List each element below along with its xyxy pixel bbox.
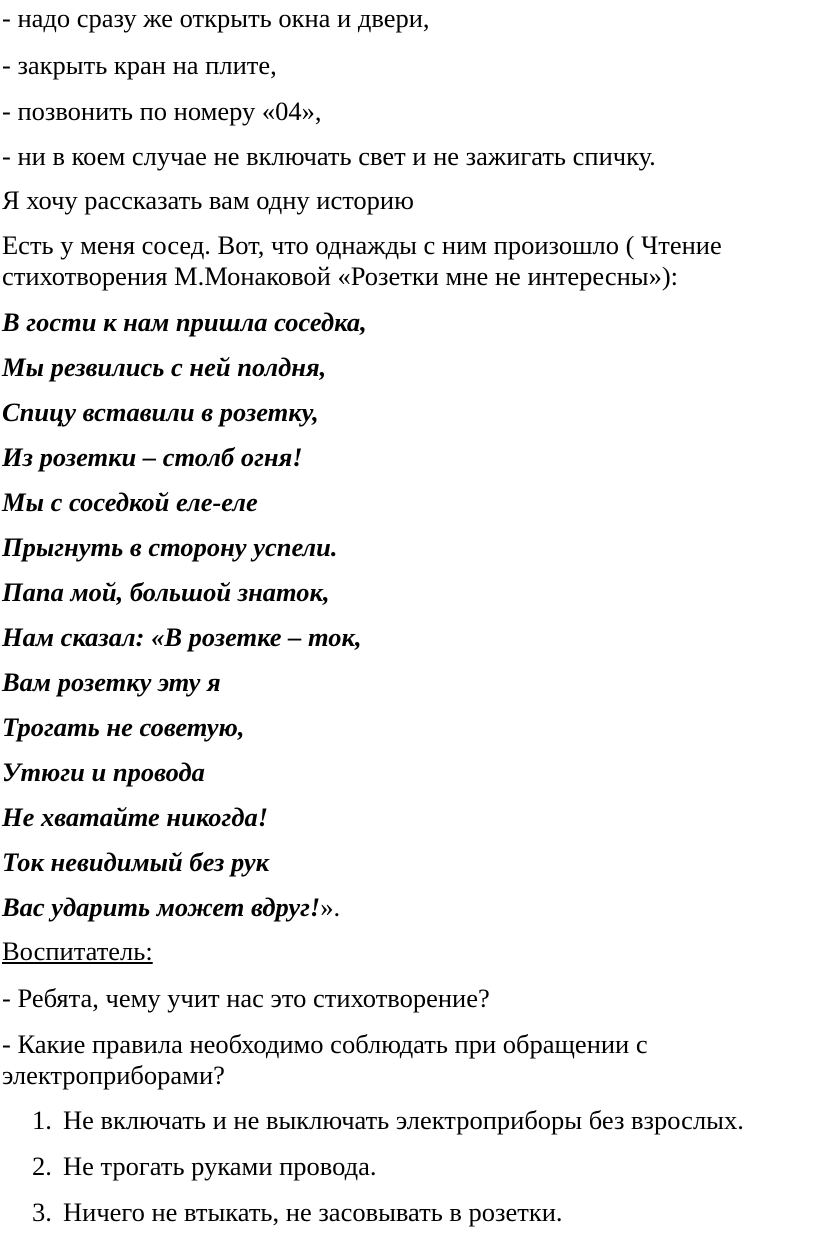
poem-last-text: Вас ударить может вдруг! bbox=[2, 892, 321, 922]
poem-last-line bbox=[2, 891, 340, 923]
intro-item: - позвонить по номеру «04», bbox=[2, 96, 322, 126]
poem-line: Ток невидимый без рук bbox=[2, 847, 270, 877]
poem-line: Не хватайте никогда! bbox=[2, 802, 269, 832]
poem-line: Прыгнуть в сторону успели. bbox=[2, 532, 338, 562]
poem-line: Из розетки – столб огня! bbox=[2, 442, 303, 472]
poem-line: Спицу вставили в розетку, bbox=[2, 397, 319, 427]
poem-quote-close: ». bbox=[320, 892, 341, 922]
rule-text: Не включать и не выключать электроприборы без взрослых. bbox=[63, 1105, 744, 1135]
rule-text: Ничего не втыкать, не засовывать в розетки. bbox=[63, 1197, 563, 1227]
neighbor-text-line1: Есть у меня сосед. Вот, что однажды с ним произошло ( Чтение bbox=[2, 230, 722, 260]
question-2-line2: электроприборами? bbox=[2, 1060, 225, 1090]
poem-line: Вам розетку эту я bbox=[2, 667, 221, 697]
intro-item: - закрыть кран на плите, bbox=[2, 50, 277, 80]
poem-line: В гости к нам пришла соседка, bbox=[2, 307, 367, 337]
rule-text: Не трогать руками провода. bbox=[63, 1151, 377, 1181]
poem-line: Нам сказал: «В розетке – ток, bbox=[2, 622, 362, 652]
poem-line: Утюги и провода bbox=[2, 757, 205, 787]
poem-line: Мы резвились с ней полдня, bbox=[2, 352, 327, 382]
question-1: - Ребята, чему учит нас это стихотворение? bbox=[2, 983, 490, 1013]
intro-item: - надо сразу же открыть окна и двери, bbox=[2, 3, 430, 33]
story-intro: Я хочу рассказать вам одну историю bbox=[2, 185, 414, 215]
poem-line: Папа мой, большой знаток, bbox=[2, 577, 330, 607]
neighbor-text-line2: стихотворения М.Монаковой «Розетки мне не интересны»): bbox=[2, 261, 679, 291]
poem-line: Трогать не советую, bbox=[2, 712, 245, 742]
intro-item: - ни в коем случае не включать свет и не зажигать спичку. bbox=[2, 141, 656, 171]
poem-line: Мы с соседкой еле-еле bbox=[2, 487, 258, 517]
rule-number: 1. bbox=[32, 1105, 52, 1135]
rule-number: 2. bbox=[32, 1151, 52, 1181]
rule-number: 3. bbox=[32, 1197, 52, 1227]
speaker-label: Воспитатель: bbox=[2, 936, 153, 966]
question-2-line1: - Какие правила необходимо соблюдать при обращении с bbox=[2, 1029, 648, 1059]
